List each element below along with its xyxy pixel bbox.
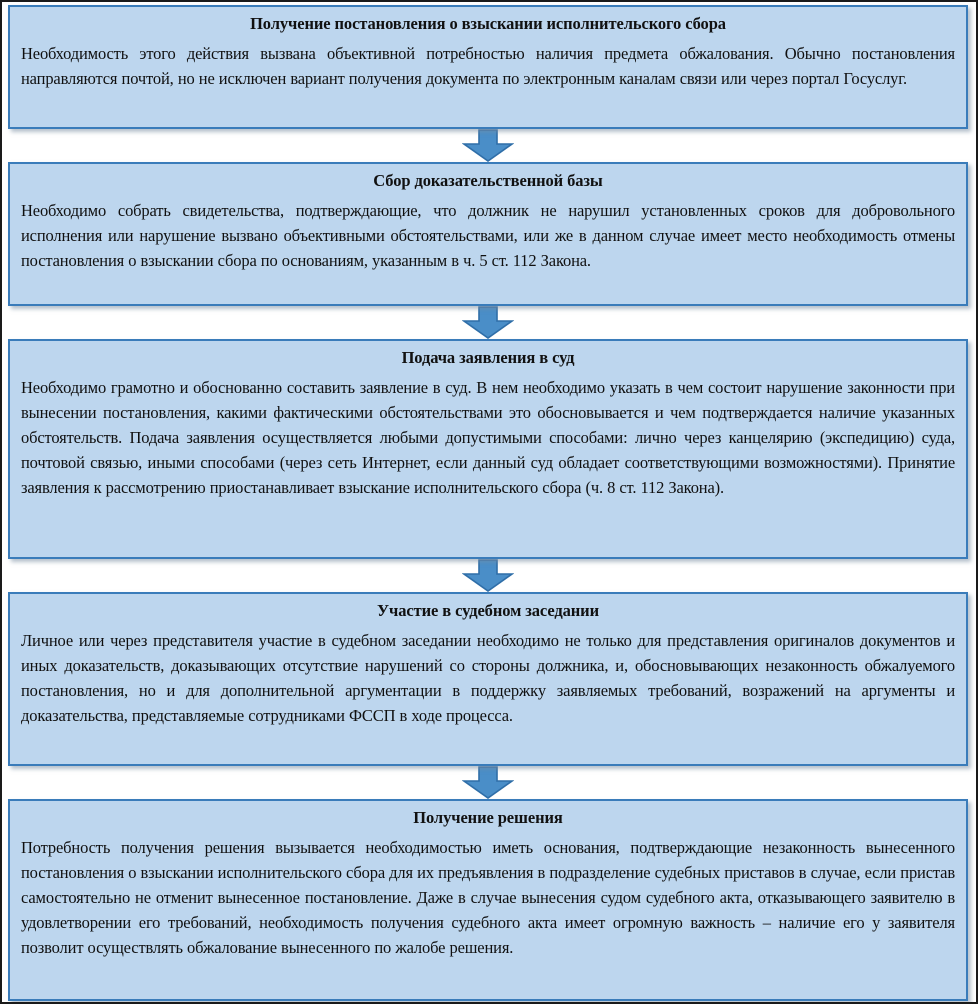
down-arrow-icon [462, 559, 514, 592]
flow-step-4-body: Личное или через представителя участие в судебном заседании необходимо не только для представления оригиналов документов и иных доказательств, доказывающих отсутствие нарушений со стороны должника, и, обосновывающих незаконность обжалуемого постановления, но и для дополнительной аргументации в поддержку заявляемых требований, возражений на аргументы и доказательства, представляемые сотрудниками ФССП в ходе процесса. [21, 630, 955, 725]
connector-4-to-5 [8, 766, 968, 799]
connector-1-to-2 [8, 129, 968, 162]
flow-step-2[interactable] [8, 162, 968, 306]
connector-3-to-4 [8, 559, 968, 592]
connector-2-to-3 [8, 306, 968, 339]
flow-step-4-title: Участие в судебном заседании [377, 601, 599, 620]
down-arrow-icon [462, 766, 514, 799]
flow-step-1-body: Необходимость этого действия вызвана объективной потребностью наличия предмета обжалования. Обычно постановления направляются почтой, но не исключен вариант получения документа по электронным каналам связи или через портал Госуслуг. [21, 43, 955, 88]
flow-step-2-body: Необходимо собрать свидетельства, подтверждающие, что должник не нарушил установленных сроков для добровольного исполнения или нарушение вызвано объективными обстоятельствами, или же в данном случае имеет место необходимость отмены постановления о взыскании сбора по основаниям, указанным в ч. 5 ст. 112 Закона. [21, 200, 955, 270]
flow-step-1[interactable] [8, 5, 968, 129]
flowchart-container [2, 2, 976, 1002]
flow-step-1-title: Получение постановления о взыскании исполнительского сбора [250, 14, 726, 33]
flow-step-4[interactable] [8, 592, 968, 766]
flow-step-3-title: Подача заявления в суд [401, 348, 575, 367]
flow-step-5-body: Потребность получения решения вызывается необходимостью иметь основания, подтверждающие незаконность вынесенного постановления о взыскании исполнительского сбора для их предъявления в подразделение судебных приставов в случае, если пристав самостоятельно не отменит вынесенное постановление. Даже в случае вынесения судом судебного акта, отказывающего заявителю в удовлетворении его требований, необходимость получения судебного акта имеет огромную важность – наличие его у заявителя позволит осуществлять обжалование вынесенного по жалобе решения. [21, 837, 955, 957]
flow-step-5-title: Получение решения [413, 808, 563, 827]
flow-step-2-title: Сбор доказательственной базы [373, 171, 603, 190]
flow-step-3-body: Необходимо грамотно и обоснованно составить заявление в суд. В нем необходимо указать в чем состоит нарушение законности при вынесении постановления, какими фактическими обстоятельствами это обосновывается и чем подтверждается наличие указанных обстоятельств. Подача заявления осуществляется любыми допустимыми способами: лично через канцелярию (экспедицию) суда, почтовой связью, иными способами (через сеть Интернет, если данный суд обладает соответствующими возможностями). Принятие заявления к рассмотрению приостанавливает взыскание исполнительского сбора (ч. 8 ст. 112 Закона). [21, 377, 955, 497]
flow-step-3[interactable] [8, 339, 968, 559]
down-arrow-icon [462, 129, 514, 162]
flow-step-5[interactable] [8, 799, 968, 1001]
down-arrow-icon [462, 306, 514, 339]
